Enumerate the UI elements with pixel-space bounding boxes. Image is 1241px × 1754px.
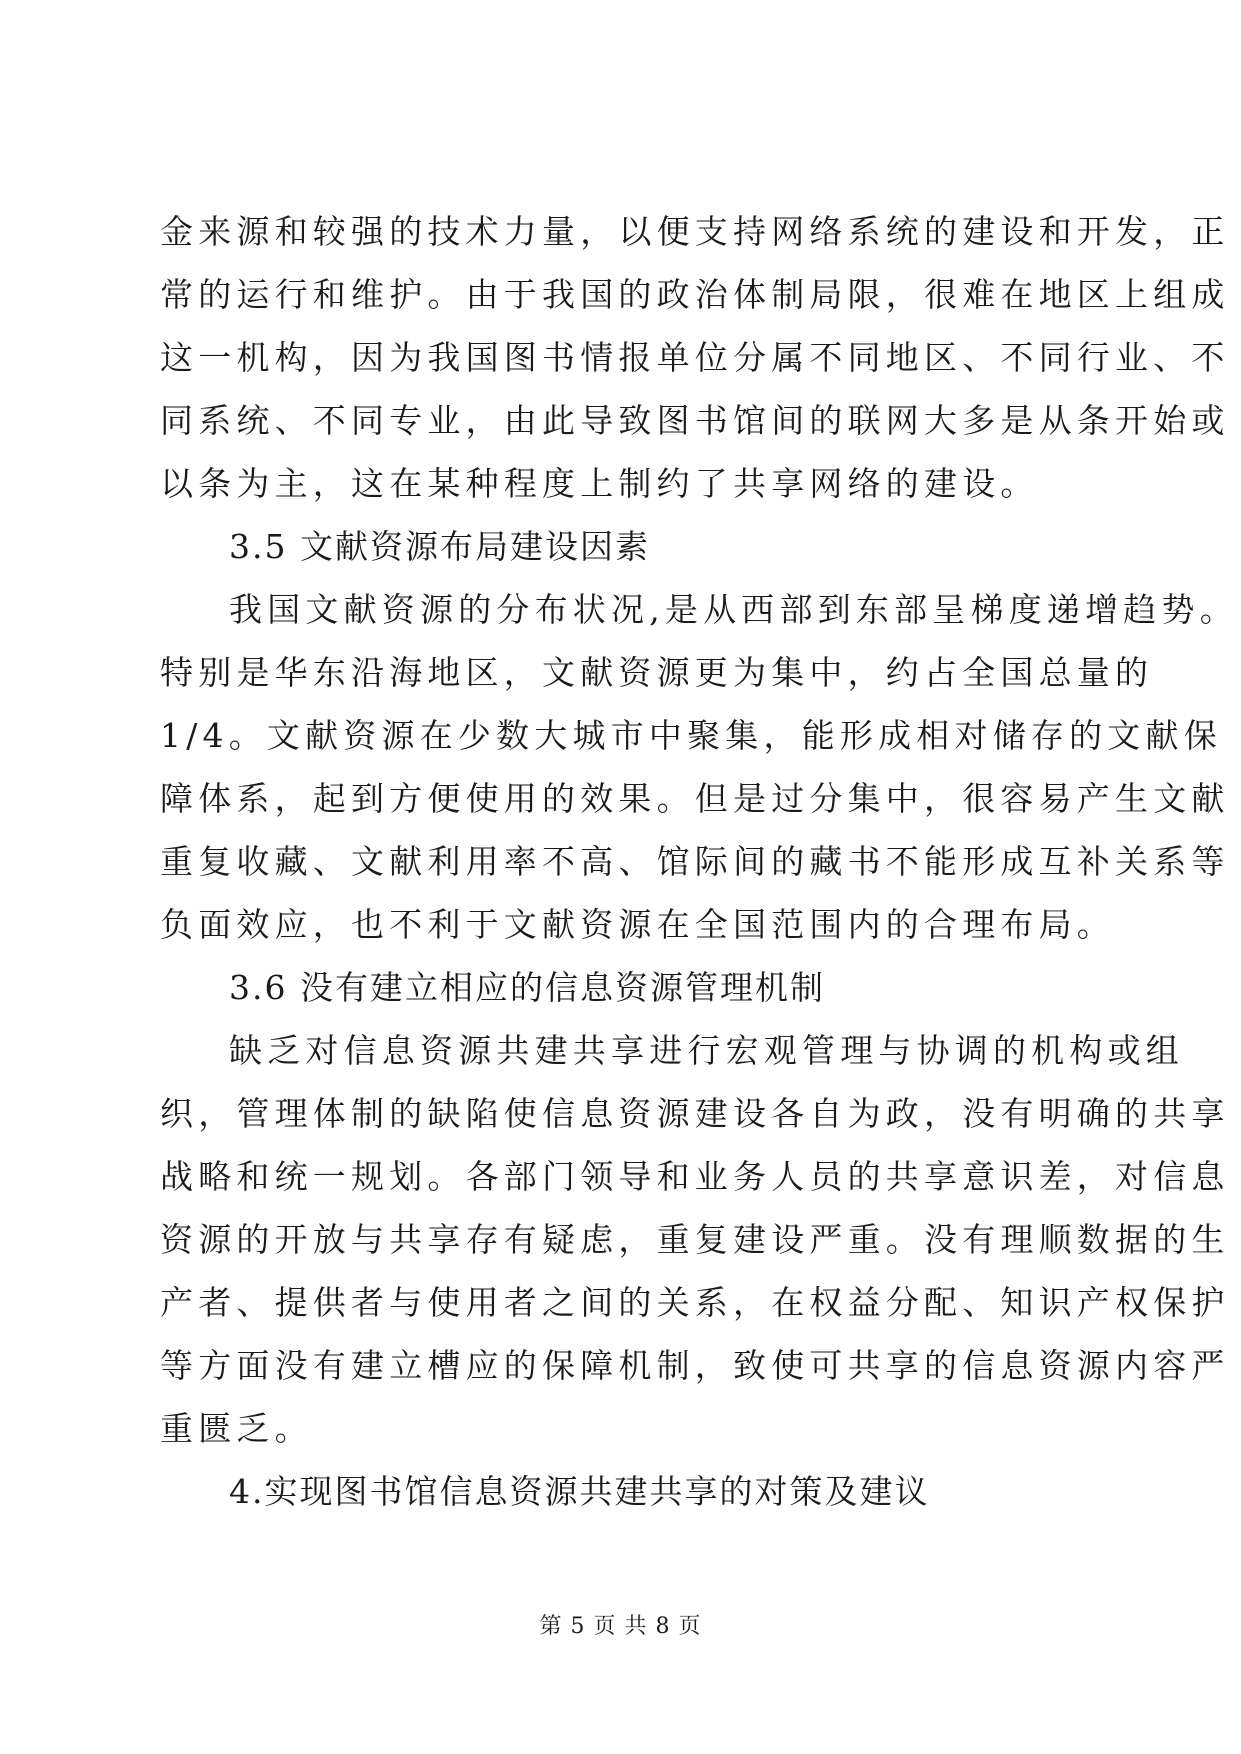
paragraph-1-line-1: 金来源和较强的技术力量，以便支持网络系统的建设和开发，正	[160, 212, 1230, 251]
paragraph-3-line-3: 战略和统一规划。各部门领导和业务人员的共享意识差，对信息	[160, 1157, 1230, 1196]
paragraph-1-line-5: 以条为主，这在某种程度上制约了共享网络的建设。	[160, 464, 1039, 503]
paragraph-3-line-4: 资源的开放与共享存有疑虑，重复建设严重。没有理顺数据的生	[160, 1220, 1230, 1259]
paragraph-3-line-2: 织，管理体制的缺陷使信息资源建设各自为政，没有明确的共享	[160, 1094, 1230, 1133]
paragraph-3-line-1: 缺乏对信息资源共建共享进行宏观管理与协调的机构或组	[229, 1031, 1184, 1070]
paragraph-2-line-6: 负面效应，也不利于文献资源在全国范围内的合理布局。	[160, 905, 1115, 944]
paragraph-1-line-3: 这一机构，因为我国图书情报单位分属不同地区、不同行业、不	[160, 338, 1230, 377]
section-heading-3-5: 3.5 文献资源布局建设因素	[229, 527, 650, 566]
paragraph-3-line-7: 重匮乏。	[160, 1409, 313, 1448]
section-heading-4: 4.实现图书馆信息资源共建共享的对策及建议	[229, 1472, 930, 1511]
paragraph-2-line-1: 我国文献资源的分布状况,是从西部到东部呈梯度递增趋势。	[229, 590, 1238, 629]
paragraph-2-line-5: 重复收藏、文献利用率不高、馆际间的藏书不能形成互补关系等	[160, 842, 1230, 881]
paragraph-1-line-2: 常的运行和维护。由于我国的政治体制局限，很难在地区上组成	[160, 275, 1230, 314]
paragraph-3-line-6: 等方面没有建立槽应的保障机制，致使可共享的信息资源内容严	[160, 1346, 1230, 1385]
paragraph-1-line-4: 同系统、不同专业，由此导致图书馆间的联网大多是从条开始或	[160, 401, 1230, 440]
section-heading-3-6: 3.6 没有建立相应的信息资源管理机制	[229, 968, 825, 1007]
paragraph-3-line-5: 产者、提供者与使用者之间的关系，在权益分配、知识产权保护	[160, 1283, 1230, 1322]
paragraph-2-line-2: 特别是华东沿海地区，文献资源更为集中，约占全国总量的	[160, 653, 1154, 692]
paragraph-2-line-4: 障体系，起到方便使用的效果。但是过分集中，很容易产生文献	[160, 779, 1230, 818]
page-number-footer: 第 5 页 共 8 页	[539, 1614, 702, 1639]
paragraph-2-line-3: 1/4。文献资源在少数大城市中聚集，能形成相对储存的文献保	[160, 716, 1222, 755]
